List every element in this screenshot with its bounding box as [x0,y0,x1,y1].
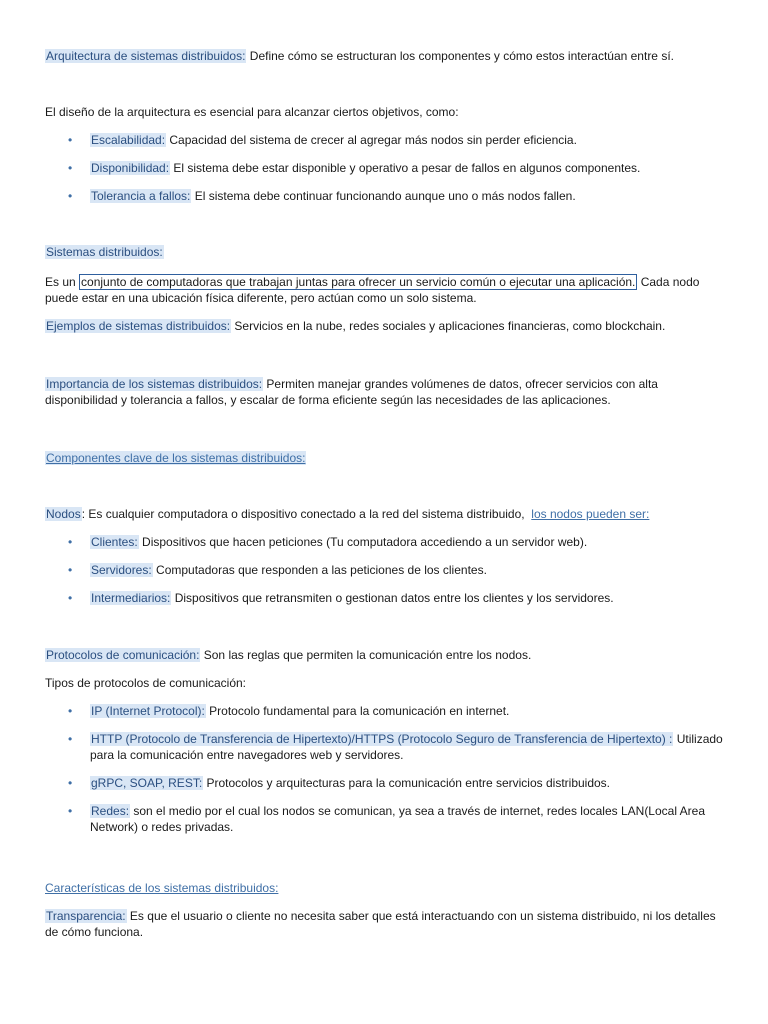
importancia-term: Importancia de los sistemas distribuidos: [46,377,263,391]
bullet-icon: • [68,133,73,147]
sistemas-heading [45,244,725,260]
list-item [66,703,726,719]
bullet-icon: • [68,732,73,746]
list-item [66,562,726,578]
list-item-term: gRPC, SOAP, REST: [91,776,203,790]
nodos-list [66,534,726,606]
ejemplos-term: Ejemplos de sistemas distribuidos: [46,319,231,333]
sistemas-paragraph [45,274,725,306]
diseno-list [66,132,726,204]
list-item-term: Intermediarios: [91,591,171,605]
list-item-text: Dispositivos que retransmiten o gestionan datos entre los clientes y los servidores. [171,591,614,605]
list-item [66,803,726,835]
importancia-paragraph [45,376,725,408]
list-item-term: Escalabilidad: [91,133,166,147]
bullet-icon: • [68,704,73,718]
bullet-icon: • [68,563,73,577]
arquitectura-paragraph [45,48,725,64]
bullet-icon: • [68,189,73,203]
nodos-paragraph [45,506,725,522]
list-item-term: Clientes: [91,535,138,549]
nodos-text: : Es cualquier computadora o dispositivo conectado a la red del sistema distribuido, [81,507,525,521]
bullet-icon: • [68,535,73,549]
list-item-text: son el medio por el cual los nodos se comunican, ya sea a través de internet, redes locales LAN(Local Area Network) o redes privadas. [90,804,706,834]
transparencia-term: Transparencia: [46,909,126,923]
list-item-term: Tolerancia a fallos: [91,189,191,203]
list-item-term: Disponibilidad: [91,161,170,175]
ejemplos-text: Servicios en la nube, redes sociales y aplicaciones financieras, como blockchain. [231,319,666,333]
nodos-link[interactable]: los nodos pueden ser: [531,507,650,521]
nodos-term: Nodos [46,507,81,521]
list-item-text: El sistema debe estar disponible y operativo a pesar de fallos en algunos componentes. [170,161,641,175]
protocolos-text: Son las reglas que permiten la comunicación entre los nodos. [200,648,532,662]
protocolos-list [66,703,726,835]
ejemplos-paragraph [45,318,725,334]
protocolos-tipos: Tipos de protocolos de comunicación: [45,676,246,690]
caracteristicas-heading-text: Características de los sistemas distribuidos: [45,881,279,895]
sistemas-selected-text[interactable]: conjunto de computadoras que trabajan juntas para ofrecer un servicio común o ejecutar una aplicación. [81,275,636,289]
list-item-term: IP (Internet Protocol): [91,704,205,718]
list-item-term: HTTP (Protocolo de Transferencia de Hipertexto)/HTTPS (Protocolo Seguro de Transferencia de Hipertexto) : [91,732,673,746]
sistemas-text-end: Cada nodo puede estar en una ubicación física diferente, pero actúan como un solo sistema. [45,275,700,305]
list-item-term: Servidores: [91,563,152,577]
list-item-text: Utilizado para la comunicación entre navegadores web y servidores. [90,732,723,762]
list-item [66,590,726,606]
list-item [66,775,726,791]
list-item-text: El sistema debe continuar funcionando aunque uno o más nodos fallen. [191,189,576,203]
list-item [66,188,726,204]
bullet-icon: • [68,161,73,175]
bullet-icon: • [68,776,73,790]
list-item-text: Protocolos y arquitecturas para la comunicación entre servicios distribuidos. [203,776,611,790]
list-item [66,160,726,176]
list-item-term: Redes: [91,804,130,818]
list-item-text: Dispositivos que hacen peticiones (Tu computadora accediendo a un servidor web). [138,535,588,549]
diseno-intro: El diseño de la arquitectura es esencial para alcanzar ciertos objetivos, como: [45,105,459,119]
list-item-text: Computadoras que responden a las peticiones de los clientes. [152,563,487,577]
arquitectura-text: Define cómo se estructuran los componentes y cómo estos interactúan entre sí. [246,49,674,63]
componentes-heading-text: Componentes clave de los sistemas distribuidos: [46,451,306,465]
sistemas-text-start: Es un [45,275,80,289]
list-item-text: Protocolo fundamental para la comunicación en internet. [205,704,510,718]
list-item [66,534,726,550]
sistemas-heading-text: Sistemas distribuidos: [46,245,163,259]
transparencia-text: Es que el usuario o cliente no necesita saber que está interactuando con un sistema distribuido, ni los detalles de cómo funciona. [45,909,716,939]
componentes-heading [45,450,725,466]
bullet-icon: • [68,804,73,818]
bullet-icon: • [68,591,73,605]
protocolos-paragraph [45,647,725,663]
transparencia-paragraph [45,908,725,940]
importancia-text: Permiten manejar grandes volúmenes de datos, ofrecer servicios con alta disponibilidad y tolerancia a fallos, y escalar de forma eficiente según las necesidades de las aplicaciones. [45,377,658,407]
caracteristicas-heading [45,880,725,896]
protocolos-term: Protocolos de comunicación: [46,648,200,662]
arquitectura-term: Arquitectura de sistemas distribuidos: [46,49,246,63]
list-item [66,132,726,148]
list-item [66,731,726,763]
list-item-text: Capacidad del sistema de crecer al agregar más nodos sin perder eficiencia. [166,133,577,147]
